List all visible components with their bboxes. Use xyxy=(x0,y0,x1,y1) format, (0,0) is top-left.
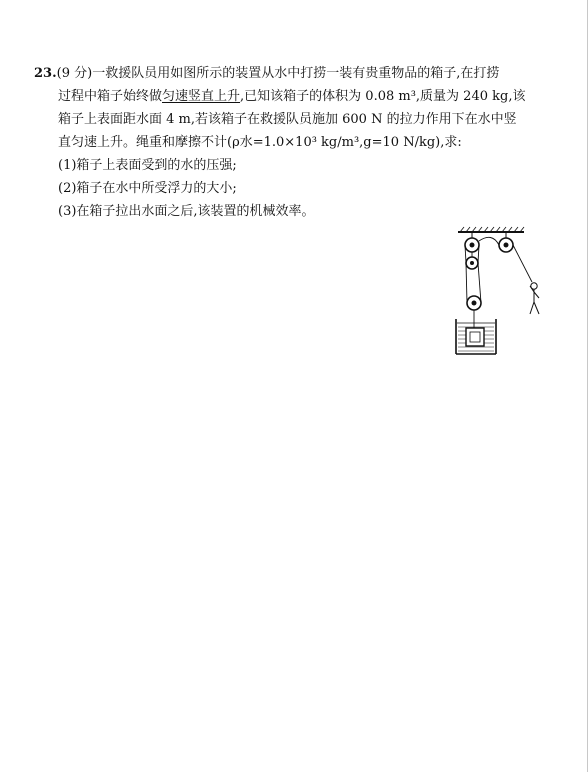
ceiling-support xyxy=(458,227,524,232)
question-number: 23. xyxy=(34,66,57,81)
pulley-diagram xyxy=(452,226,544,356)
question-line-3: 箱子上表面距水面 4 m,若该箱子在救援队员施加 600 N 的拉力作用下在水中竖 xyxy=(58,112,517,127)
question-text-line-2a: 过程中箱子始终做 xyxy=(58,89,163,104)
sub-question-1: (1)箱子上表面受到的水的压强; xyxy=(58,158,237,173)
question-line-4: 直匀速上升。绳重和摩擦不计(ρ水=1.0×10³ kg/m³,g=10 N/kg),求: xyxy=(58,135,462,150)
question-23 xyxy=(34,62,556,223)
question-text-line-1: 一救援队员用如图所示的装置从水中打捞一装有贵重物品的箱子,在打捞 xyxy=(92,66,500,81)
rescuer-figure xyxy=(530,283,539,314)
box xyxy=(466,310,484,346)
question-score: (9 分) xyxy=(56,66,93,81)
sub-question-3: (3)在箱子拉出水面之后,该装置的机械效率。 xyxy=(58,204,315,219)
question-line-1 xyxy=(34,62,556,85)
movable-pulley-upper xyxy=(466,257,478,269)
underlined-phrase: 匀速竖直上升 xyxy=(162,89,241,104)
question-text-line-2b: ,已知该箱子的体积为 0.08 m³,质量为 240 kg,该 xyxy=(240,89,526,104)
question-line-2 xyxy=(34,85,556,108)
fixed-pulley-left xyxy=(465,232,479,252)
sub-question-2: (2)箱子在水中所受浮力的大小; xyxy=(58,181,237,196)
movable-pulley-lower xyxy=(467,296,481,310)
fixed-pulley-right xyxy=(499,232,513,252)
